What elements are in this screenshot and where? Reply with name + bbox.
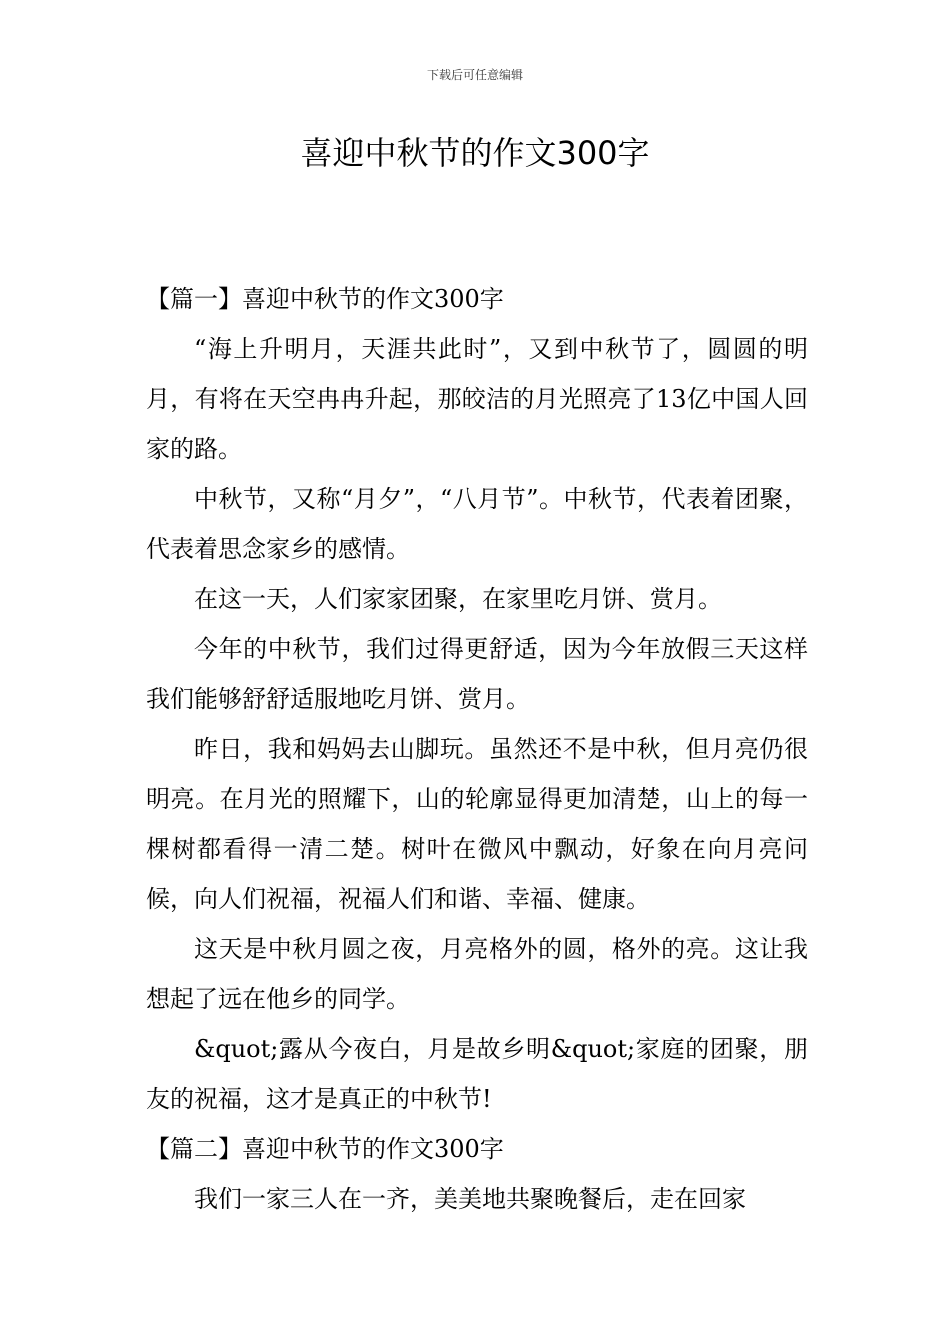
- paragraph: “海上升明月，天涯共此时”，又到中秋节了，圆圆的明月，有将在天空冉冉升起，那皎洁的月光照亮了13亿中国人回家的路。: [146, 335, 808, 463]
- paragraph: 在这一天，人们家家团聚，在家里吃月饼、赏月。: [194, 585, 722, 613]
- paragraph: 今年的中秋节，我们过得更舒适，因为今年放假三天这样我们能够舒舒适服地吃月饼、赏月。: [146, 635, 808, 713]
- section-heading-1: 【篇一】喜迎中秋节的作文300字: [146, 285, 504, 313]
- header-note: 下载后可任意编辑: [426, 68, 523, 82]
- section-heading-2: 【篇二】喜迎中秋节的作文300字: [146, 1135, 504, 1163]
- paragraph: 中秋节，又称“月夕”，“八月节”。中秋节，代表着团聚，代表着思念家乡的感情。: [146, 485, 808, 563]
- document-body: [146, 274, 808, 1224]
- paragraph: 这天是中秋月圆之夜，月亮格外的圆，格外的亮。这让我想起了远在他乡的同学。: [146, 935, 808, 1013]
- document-title: 喜迎中秋节的作文300字: [300, 134, 650, 172]
- paragraph: 我们一家三人在一齐，美美地共聚晚餐后，走在回家: [194, 1185, 746, 1213]
- paragraph: 昨日，我和妈妈去山脚玩。虽然还不是中秋，但月亮仍很明亮。在月光的照耀下，山的轮廓显得更加清楚，山上的每一棵树都看得一清二楚。树叶在微风中飘动，好象在向月亮问候，向人们祝福，祝福人们和谐、幸福、健康。: [146, 735, 808, 913]
- paragraph: &quot;露从今夜白，月是故乡明&quot;家庭的团聚，朋友的祝福，这才是真正的中秋节!: [146, 1035, 808, 1113]
